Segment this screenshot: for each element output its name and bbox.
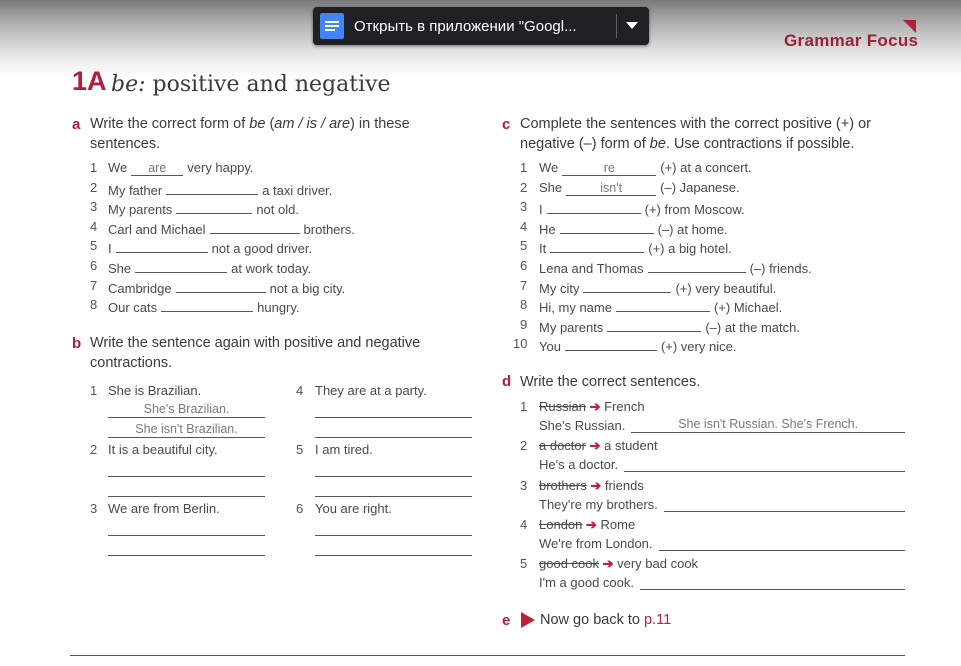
answer-blank[interactable] [116,238,208,253]
item-number: 1 [520,160,528,175]
corner-flag-icon [903,20,916,33]
sentence-item: She at work today. [108,258,311,276]
sentence-item: My city (+) very beautiful. [539,278,776,296]
answer-line[interactable] [631,432,905,433]
grammar-focus-label: Grammar Focus [784,31,919,50]
answer-line[interactable] [315,555,472,556]
correct-word: a student [604,438,658,454]
sentence-item: I am tired. [315,442,373,457]
section-c-letter: c [502,116,511,133]
sentence-item: My parents not old. [108,199,299,217]
item-number: 2 [90,442,98,457]
answer-blank[interactable] [176,278,266,293]
answer-line[interactable] [315,535,472,536]
open-in-app-bar[interactable] [313,7,649,45]
given-sentence: She's Russian. [539,418,626,433]
arrow-right-icon: ➔ [599,556,618,572]
answer-blank[interactable] [547,199,641,214]
item-number: 6 [90,258,98,273]
handwritten-answer: She isn't Russian. She's French. [678,417,859,431]
sentence-item: She isn't (–) Japanese. [539,179,740,195]
arrow-right-icon: ➔ [585,438,605,454]
answer-line[interactable] [108,535,265,536]
item-number: 8 [520,297,528,313]
sentence-item: Our cats hungry. [108,297,300,315]
sentence-item: It (+) a big hotel. [539,238,732,256]
item-number: 7 [520,277,528,293]
section-c-instruction-line2: negative (–) form of be. Use contractions if possible. [520,136,855,152]
unit-title [111,72,391,97]
answer-blank[interactable] [607,317,701,332]
correct-word: friends [604,477,644,493]
answer-blank[interactable]: are [131,161,183,176]
unit-title-be: be: [111,72,146,97]
sentence-item: Hi, my name (+) Michael. [539,297,782,315]
item-number: 3 [520,477,528,493]
answer-blank[interactable] [176,199,252,214]
sentence-item: You (+) very nice. [539,336,736,354]
correct-word: French [604,399,645,414]
section-e-text: Now go back to p.11 [540,612,672,628]
item-number: 6 [520,258,528,273]
section-d-letter: d [502,373,512,390]
item-number: 4 [90,218,98,234]
item-number: 5 [296,442,304,457]
answer-blank[interactable] [616,297,710,312]
item-number: 2 [520,179,528,195]
banner-divider [616,14,617,38]
sentence-item: He (–) at home. [539,219,728,237]
open-in-app-button[interactable]: Открыть в приложении "Googl... [354,18,577,35]
item-number: 4 [296,383,304,398]
answer-blank[interactable] [560,219,654,234]
caret-down-icon[interactable] [626,22,638,29]
unit-title-rest: positive and negative [152,72,391,97]
item-number: 1 [520,399,528,414]
sentence-item: My parents (–) at the match. [539,317,800,335]
answer-line[interactable] [108,496,265,497]
section-a-instruction-line2: sentences. [90,136,161,152]
section-a-instruction: Write the correct form of be (am / is / are) in these [90,116,410,132]
answer-blank[interactable] [565,336,657,351]
section-c-instruction: Complete the sentences with the correct positive (+) or [520,116,871,132]
sentence-item: It is a beautiful city. [108,442,218,457]
item-number: 5 [520,238,528,254]
answer-line[interactable] [108,437,265,438]
sentence-item: Lena and Thomas (–) friends. [539,258,812,276]
wrong-word: brothers [539,477,587,493]
sentence-item: Cambridge not a big city. [108,278,345,296]
bottom-rule [70,655,905,656]
item-number: 7 [90,277,98,293]
item-number: 10 [513,336,528,352]
sentence-item: We re (+) at a concert. [539,160,752,175]
item-number: 1 [90,383,98,398]
sentence-item: Carl and Michael brothers. [108,219,355,237]
answer-line[interactable] [108,417,265,418]
answer-line[interactable] [315,437,472,438]
answer-line[interactable] [640,589,905,590]
answer-blank[interactable]: isn't [566,181,656,196]
answer-line[interactable] [659,550,905,551]
sentence-item: You are right. [315,501,392,516]
given-sentence: We're from London. [539,535,653,551]
sentence-item: We are very happy. [108,160,254,175]
unit-number: 1A [72,66,107,96]
given-sentence: I'm a good cook. [539,575,634,591]
item-number: 5 [520,556,528,572]
answer-blank[interactable] [135,258,227,273]
correct-word: very bad cook [617,556,699,572]
item-number: 2 [520,438,528,454]
item-number: 8 [90,297,98,313]
given-sentence: He's a doctor. [539,457,619,473]
correct-word: Rome [600,516,636,532]
answer-line[interactable] [108,555,265,556]
correction-item [539,556,698,572]
sentence-item: They are at a party. [315,383,427,398]
sentence-item: I (+) from Moscow. [539,199,745,217]
answer-blank[interactable] [161,297,253,312]
section-b-instruction-line2: contractions. [90,355,173,371]
sentence-item: My father a taxi driver. [108,180,332,198]
item-number: 3 [90,501,98,516]
section-e-letter: e [502,612,511,629]
wrong-word: Russian [539,399,586,414]
answer-blank[interactable] [550,238,644,253]
item-number: 9 [520,316,528,332]
item-number: 3 [90,199,98,215]
answer-line[interactable] [108,476,265,477]
arrow-right-icon: ➔ [582,516,601,532]
answer-line[interactable] [624,471,905,472]
item-number: 2 [90,179,98,195]
given-sentence: They're my brothers. [539,496,658,512]
correction-item [539,517,635,533]
arrow-right-icon: ➔ [585,399,605,414]
handwritten-answer: She isn't Brazilian. [135,422,238,436]
arrow-right-icon: ➔ [586,477,605,493]
sentence-item: I not a good driver. [108,238,312,256]
wrong-word: a doctor [539,438,586,454]
page-link[interactable]: p.11 [643,612,672,628]
wrong-word: good cook [539,556,599,572]
handwritten-answer: She's Brazilian. [143,402,230,416]
answer-blank[interactable] [210,219,300,234]
sentence-item: We are from Berlin. [108,501,220,516]
item-number: 4 [520,516,528,532]
play-arrow-icon [521,612,535,628]
sentence-item: She is Brazilian. [108,383,202,398]
google-docs-icon [320,13,344,39]
correction-item [539,399,645,415]
item-number: 5 [90,238,98,254]
answer-blank[interactable] [583,278,671,293]
section-b-letter: b [72,335,82,352]
correction-item [539,478,644,494]
answer-line[interactable] [315,417,472,418]
answer-blank[interactable] [648,258,746,273]
correction-item [539,438,658,454]
wrong-word: London [539,516,583,532]
answer-blank[interactable]: re [562,161,656,176]
answer-blank[interactable] [166,180,258,195]
item-number: 6 [296,501,304,516]
answer-line[interactable] [664,511,905,512]
section-b-instruction: Write the sentence again with positive and negative [90,335,421,351]
item-number: 1 [90,160,98,175]
answer-line[interactable] [315,496,472,497]
item-number: 4 [520,218,528,234]
answer-line[interactable] [315,476,472,477]
section-d-instruction: Write the correct sentences. [520,374,701,390]
item-number: 3 [520,199,528,215]
section-a-letter: a [72,116,81,133]
